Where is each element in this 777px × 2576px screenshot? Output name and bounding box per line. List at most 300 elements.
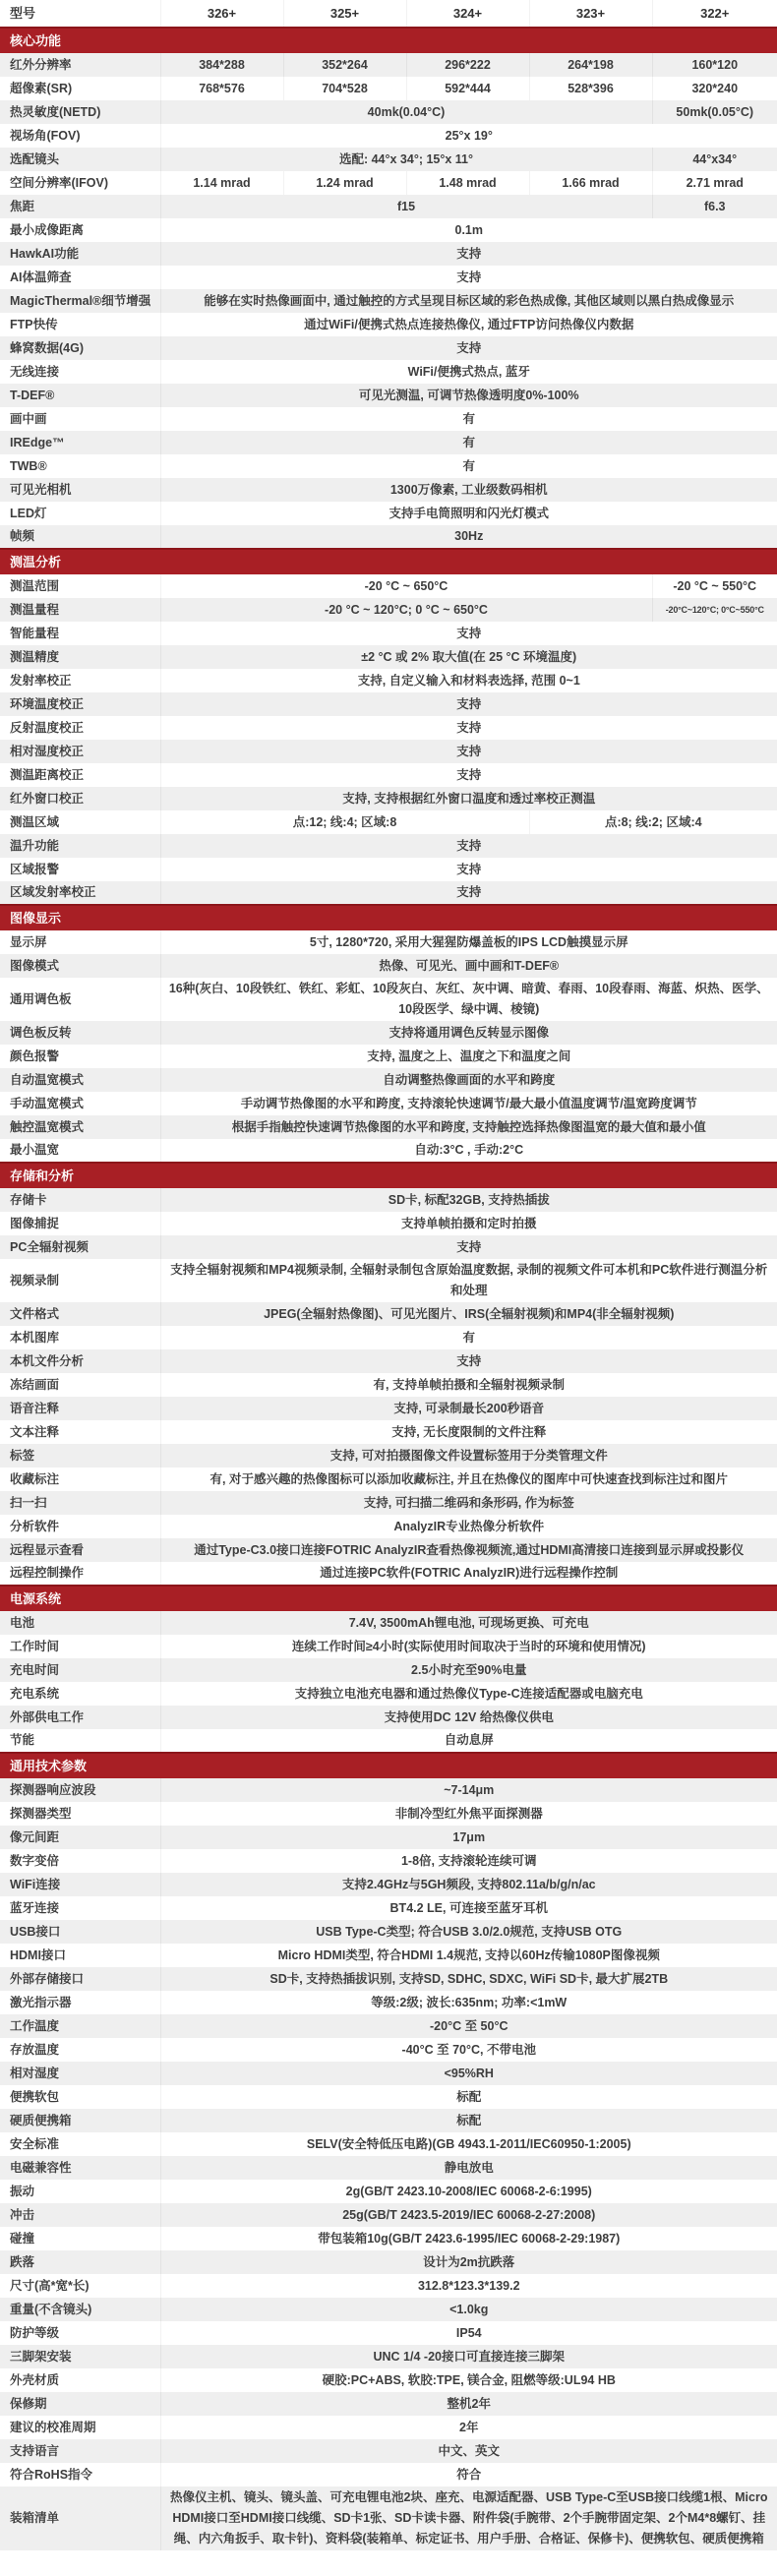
spec-value: SELV(安全特低压电路)(GB 4943.1-2011/IEC60950-1:2005) xyxy=(306,2136,631,2151)
spec-row xyxy=(0,2345,777,2368)
spec-value: 支持 xyxy=(456,885,482,899)
table-header xyxy=(0,0,777,28)
section-title: 核心功能 xyxy=(0,28,777,53)
spec-value: 2.71 mrad xyxy=(686,175,744,190)
spec-value: 带包装箱10g(GB/T 2423.6-1995/IEC 60068-2-29:1987) xyxy=(318,2231,621,2246)
spec-value: 设计为2m抗跌落 xyxy=(423,2254,515,2269)
spec-label: PC全辐射视频 xyxy=(0,1235,160,1259)
spec-value: 支持 xyxy=(456,862,482,876)
spec-row xyxy=(0,858,777,881)
spec-value: -20 °C ~ 120°C; 0 °C ~ 650°C xyxy=(160,598,652,622)
spec-value: 17μm xyxy=(452,1829,486,1844)
spec-label: 安全标准 xyxy=(0,2132,160,2156)
spec-value: 312.8*123.3*139.2 xyxy=(417,2278,520,2293)
spec-row xyxy=(0,2321,777,2345)
spec-row xyxy=(0,598,777,622)
spec-value: 25°x 19° xyxy=(445,128,493,143)
spec-value: 支持, 可录制最长200秒语音 xyxy=(393,1401,545,1415)
spec-label: 图像模式 xyxy=(0,954,160,978)
spec-value: 支持, 支持根据红外窗口温度和透过率校正测温 xyxy=(342,791,596,806)
spec-row xyxy=(0,2368,777,2392)
spec-label: 节能 xyxy=(0,1729,160,1753)
spec-row xyxy=(0,1326,777,1349)
spec-label: 空间分辨率(IFOV) xyxy=(0,171,160,195)
spec-row xyxy=(0,1635,777,1658)
spec-row xyxy=(0,1259,777,1302)
spec-label: 碰撞 xyxy=(0,2227,160,2250)
spec-row xyxy=(0,1491,777,1515)
spec-label: 图像捕捉 xyxy=(0,1212,160,1235)
spec-value: ±2 °C 或 2% 取大值(在 25 °C 环境温度) xyxy=(361,649,577,664)
spec-value: SD卡, 标配32GB, 支持热插拔 xyxy=(388,1192,550,1207)
spec-row xyxy=(0,1896,777,1920)
spec-value: 标配 xyxy=(456,2113,482,2127)
model-column-header: 325+ xyxy=(283,0,406,28)
spec-row xyxy=(0,1092,777,1115)
spec-label: 激光指示器 xyxy=(0,1991,160,2014)
spec-row xyxy=(0,1778,777,1802)
spec-value: 中文、英文 xyxy=(438,2443,500,2458)
spec-label: 冻结画面 xyxy=(0,1373,160,1397)
spec-row xyxy=(0,195,777,218)
spec-value: 有 xyxy=(462,435,475,449)
spec-label: 超像素(SR) xyxy=(0,77,160,100)
spec-row xyxy=(0,431,777,454)
section-header-row xyxy=(0,905,777,930)
spec-value: 160*120 xyxy=(691,57,739,72)
spec-label: 无线连接 xyxy=(0,360,160,384)
spec-label: 充电时间 xyxy=(0,1658,160,1682)
section-title: 电源系统 xyxy=(0,1586,777,1611)
spec-row xyxy=(0,148,777,171)
spec-label: 蓝牙连接 xyxy=(0,1896,160,1920)
spec-value: 支持 xyxy=(456,744,482,758)
spec-label: 电磁兼容性 xyxy=(0,2156,160,2180)
spec-value: 自动调整热像画面的水平和跨度 xyxy=(383,1072,556,1087)
spec-label: 扫一扫 xyxy=(0,1491,160,1515)
spec-label: 本机图库 xyxy=(0,1326,160,1349)
spec-row xyxy=(0,1397,777,1420)
section-header-row xyxy=(0,1586,777,1611)
spec-label: AI体温筛查 xyxy=(0,266,160,289)
spec-label: 触控温宽模式 xyxy=(0,1115,160,1139)
spec-row xyxy=(0,1802,777,1826)
spec-label: 探测器类型 xyxy=(0,1802,160,1826)
spec-row xyxy=(0,2250,777,2274)
spec-row xyxy=(0,1115,777,1139)
spec-label: 跌落 xyxy=(0,2250,160,2274)
spec-row xyxy=(0,692,777,716)
spec-label: 尺寸(高*宽*长) xyxy=(0,2274,160,2298)
spec-row xyxy=(0,1538,777,1562)
spec-row xyxy=(0,502,777,525)
spec-value: JPEG(全辐射热像图)、可见光图片、IRS(全辐射视频)和MP4(非全辐射视频) xyxy=(264,1306,675,1321)
spec-row xyxy=(0,1349,777,1373)
spec-row xyxy=(0,2392,777,2416)
spec-label: 反射温度校正 xyxy=(0,716,160,740)
spec-row xyxy=(0,2085,777,2109)
spec-value: 根据手指触控快速调节热像图的水平和跨度, 支持触控选择热像图温宽的最大值和最小值 xyxy=(231,1119,706,1134)
spec-value: 支持使用DC 12V 给热像仪供电 xyxy=(384,1709,554,1724)
spec-value: 50mk(0.05°C) xyxy=(676,104,754,119)
spec-row xyxy=(0,1944,777,1967)
spec-value: 通过连接PC软件(FOTRIC AnalyzIR)进行远程操作控制 xyxy=(320,1566,619,1580)
spec-value: SD卡, 支持热插拔识别, 支持SD, SDHC, SDXC, WiFi SD卡, 最大扩展2TB xyxy=(269,1971,669,1986)
spec-label: 发射率校正 xyxy=(0,669,160,692)
spec-label: 存储卡 xyxy=(0,1188,160,1212)
spec-value: 44°x34° xyxy=(692,151,738,166)
spec-row xyxy=(0,2416,777,2439)
spec-value: 支持 xyxy=(456,246,482,261)
spec-label: LED灯 xyxy=(0,502,160,525)
spec-row xyxy=(0,2203,777,2227)
spec-label: 工作时间 xyxy=(0,1635,160,1658)
spec-value: 支持手电筒照明和闪光灯模式 xyxy=(388,506,549,520)
spec-value: 支持全辐射视频和MP4视频录制, 全辐射录制包含原始温度数据, 录制的视频文件可本机和PC软件进行测温分析和处理 xyxy=(170,1263,768,1297)
spec-value: 点:12; 线:4; 区域:8 xyxy=(160,810,529,834)
spec-value: 非制冷型红外焦平面探测器 xyxy=(394,1806,543,1821)
spec-row xyxy=(0,954,777,978)
spec-label: WiFi连接 xyxy=(0,1873,160,1896)
spec-value: 30Hz xyxy=(454,529,484,543)
spec-value: -20°C 至 50°C xyxy=(430,2018,508,2033)
spec-row xyxy=(0,1420,777,1444)
spec-value: 支持 xyxy=(456,767,482,782)
spec-label: 本机文件分析 xyxy=(0,1349,160,1373)
spec-value: IP54 xyxy=(455,2325,482,2340)
spec-row xyxy=(0,1444,777,1468)
section-header-row xyxy=(0,28,777,53)
spec-value: UNC 1/4 -20接口可直接连接三脚架 xyxy=(373,2349,565,2364)
spec-row xyxy=(0,1611,777,1635)
spec-row xyxy=(0,218,777,242)
spec-value: 支持, 无长度限制的文件注释 xyxy=(391,1424,547,1439)
spec-value: Micro HDMI类型, 符合HDMI 1.4规范, 支持以60Hz传输1080P图像视频 xyxy=(277,1947,660,1962)
spec-label: HawkAI功能 xyxy=(0,242,160,266)
section-title: 图像显示 xyxy=(0,905,777,930)
spec-label: 冲击 xyxy=(0,2203,160,2227)
spec-row xyxy=(0,574,777,598)
spec-value: 静电放电 xyxy=(444,2160,494,2175)
spec-value: -20 °C ~ 650°C xyxy=(160,574,652,598)
spec-value: WiFi/便携式热点, 蓝牙 xyxy=(407,364,530,379)
spec-label: 测温距离校正 xyxy=(0,763,160,787)
spec-value: 支持 xyxy=(456,1239,482,1254)
spec-label: 便携软包 xyxy=(0,2085,160,2109)
spec-label: 测温区域 xyxy=(0,810,160,834)
spec-row xyxy=(0,1302,777,1326)
spec-value: 支持2.4GHz与5GH频段, 支持802.11a/b/g/n/ac xyxy=(341,1877,596,1891)
section-title: 测温分析 xyxy=(0,549,777,574)
spec-label: 像元间距 xyxy=(0,1826,160,1849)
spec-value: <1.0kg xyxy=(449,2302,489,2316)
spec-label: 红外分辨率 xyxy=(0,53,160,77)
spec-row xyxy=(0,2227,777,2250)
spec-row xyxy=(0,1212,777,1235)
spec-value: ~7-14μm xyxy=(444,1782,495,1797)
spec-row xyxy=(0,53,777,77)
spec-value: 选配: 44°x 34°; 15°x 11° xyxy=(160,148,652,171)
spec-value: BT4.2 LE, 可连接至蓝牙耳机 xyxy=(389,1900,548,1915)
spec-value: f6.3 xyxy=(703,199,726,213)
spec-value: 支持, 自定义输入和材料表选择, 范围 0~1 xyxy=(357,673,580,688)
spec-value: 支持 xyxy=(456,696,482,711)
spec-label: 测温精度 xyxy=(0,645,160,669)
spec-value: 768*576 xyxy=(160,77,283,100)
spec-label: 重量(不含镜头) xyxy=(0,2298,160,2321)
spec-row xyxy=(0,1562,777,1586)
spec-label: 蜂窝数据(4G) xyxy=(0,336,160,360)
spec-value: -20°C~120°C; 0°C~550°C xyxy=(665,604,764,615)
section-header-row xyxy=(0,1163,777,1188)
spec-label: 选配镜头 xyxy=(0,148,160,171)
spec-label: 相对湿度校正 xyxy=(0,740,160,763)
spec-label: 探测器响应波段 xyxy=(0,1778,160,1802)
spec-label: 标签 xyxy=(0,1444,160,1468)
spec-value: 有 xyxy=(462,458,475,473)
spec-value: 点:8; 线:2; 区域:4 xyxy=(604,814,702,829)
spec-label: HDMI接口 xyxy=(0,1944,160,1967)
spec-label: 环境温度校正 xyxy=(0,692,160,716)
spec-label: 收藏标注 xyxy=(0,1468,160,1491)
spec-value: 支持 xyxy=(456,1353,482,1368)
spec-value: 296*222 xyxy=(406,53,529,77)
spec-row xyxy=(0,1021,777,1045)
spec-row xyxy=(0,834,777,858)
spec-label: 防护等级 xyxy=(0,2321,160,2345)
spec-label: 相对湿度 xyxy=(0,2062,160,2085)
spec-row xyxy=(0,1235,777,1259)
spec-value: 5寸, 1280*720, 采用大猩猩防爆盖板的IPS LCD触摸显示屏 xyxy=(309,934,628,949)
spec-row xyxy=(0,360,777,384)
spec-value: 标配 xyxy=(456,2089,482,2104)
spec-value: 支持 xyxy=(456,720,482,735)
spec-row xyxy=(0,622,777,645)
spec-row xyxy=(0,978,777,1021)
spec-row xyxy=(0,1991,777,2014)
spec-row xyxy=(0,242,777,266)
spec-label: USB接口 xyxy=(0,1920,160,1944)
spec-label: 红外窗口校正 xyxy=(0,787,160,810)
spec-row xyxy=(0,313,777,336)
spec-row xyxy=(0,740,777,763)
spec-label: 远程控制操作 xyxy=(0,1562,160,1586)
spec-value: 支持独立电池充电器和通过热像仪Type-C连接适配器或电脑充电 xyxy=(294,1686,643,1701)
spec-row xyxy=(0,77,777,100)
spec-label: 充电系统 xyxy=(0,1682,160,1706)
spec-value: 1300万像素, 工业级数码相机 xyxy=(389,482,548,497)
spec-label: T-DEF® xyxy=(0,384,160,407)
spec-value: 手动调节热像图的水平和跨度, 支持滚轮快速调节/最大最小值温度调节/温宽跨度调节 xyxy=(240,1096,697,1110)
spec-label: 工作温度 xyxy=(0,2014,160,2038)
spec-row xyxy=(0,407,777,431)
spec-row xyxy=(0,1068,777,1092)
spec-value: 连续工作时间≥4小时(实际使用时间取决于当时的环境和使用情况) xyxy=(291,1639,646,1653)
spec-row xyxy=(0,930,777,954)
spec-label: 电池 xyxy=(0,1611,160,1635)
spec-row xyxy=(0,2014,777,2038)
spec-value: 支持 xyxy=(456,340,482,355)
spec-value: 704*528 xyxy=(283,77,406,100)
spec-label: FTP快传 xyxy=(0,313,160,336)
spec-value: 支持, 可对拍摄图像文件设置标签用于分类管理文件 xyxy=(329,1448,608,1463)
spec-label: 自动温宽模式 xyxy=(0,1068,160,1092)
spec-row xyxy=(0,669,777,692)
spec-label: 支持语言 xyxy=(0,2439,160,2463)
spec-value: 自动息屏 xyxy=(444,1733,494,1747)
spec-value: 1-8倍, 支持滚轮连续可调 xyxy=(400,1853,537,1868)
model-label-header: 型号 xyxy=(0,0,160,28)
spec-label: 画中画 xyxy=(0,407,160,431)
spec-label: 通用调色板 xyxy=(0,978,160,1021)
spec-value: 整机2年 xyxy=(447,2396,491,2411)
spec-row xyxy=(0,525,777,549)
spec-value: 25g(GB/T 2423.5-2019/IEC 60068-2-27:2008) xyxy=(342,2207,596,2222)
spec-value: 能够在实时热像画面中, 通过触控的方式呈现目标区域的彩色热成像, 其他区域则以黑白热成像显示 xyxy=(204,293,735,308)
spec-value: 热像、可见光、画中画和T-DEF® xyxy=(379,958,560,973)
spec-label: 建议的校准周期 xyxy=(0,2416,160,2439)
spec-row xyxy=(0,336,777,360)
spec-row xyxy=(0,454,777,478)
spec-label: 测温范围 xyxy=(0,574,160,598)
spec-value: 1.48 mrad xyxy=(406,171,529,195)
spec-value: 有 xyxy=(462,1330,475,1345)
spec-row xyxy=(0,1826,777,1849)
spec-label: MagicThermal®细节增强 xyxy=(0,289,160,313)
spec-value: 384*288 xyxy=(160,53,283,77)
spec-label: 区域发射率校正 xyxy=(0,881,160,905)
spec-row xyxy=(0,1468,777,1491)
spec-row xyxy=(0,1139,777,1163)
spec-value: 264*198 xyxy=(529,53,652,77)
spec-row xyxy=(0,1188,777,1212)
spec-value: 2年 xyxy=(459,2420,479,2434)
spec-row xyxy=(0,1849,777,1873)
spec-row xyxy=(0,787,777,810)
spec-value: 40mk(0.04°C) xyxy=(160,100,652,124)
spec-value: 2g(GB/T 2423.10-2008/IEC 60068-2-6:1995) xyxy=(345,2184,592,2198)
spec-row xyxy=(0,810,777,834)
spec-label: 区域报警 xyxy=(0,858,160,881)
spec-row xyxy=(0,1045,777,1068)
spec-value: 320*240 xyxy=(691,81,739,95)
spec-label: 视频录制 xyxy=(0,1259,160,1302)
spec-row xyxy=(0,645,777,669)
spec-value: 支持, 可扫描二维码和条形码, 作为标签 xyxy=(363,1495,574,1510)
spec-label: 装箱清单 xyxy=(0,2486,160,2550)
spec-row xyxy=(0,716,777,740)
spec-row xyxy=(0,289,777,313)
spec-value: 有, 对于感兴趣的热像图标可以添加收藏标注, 并且在热像仪的图库中可快速查找到标注过和图片 xyxy=(209,1471,728,1486)
spec-value: 硬胶:PC+ABS, 软胶:TPE, 镁合金, 阻燃等级:UL94 HB xyxy=(322,2372,616,2387)
spec-value: 符合 xyxy=(456,2467,482,2482)
spec-label: 最小温宽 xyxy=(0,1139,160,1163)
spec-value: 1.24 mrad xyxy=(283,171,406,195)
spec-row xyxy=(0,2486,777,2550)
spec-value: 支持 xyxy=(456,270,482,284)
model-column-header: 323+ xyxy=(529,0,652,28)
spec-label: 颜色报警 xyxy=(0,1045,160,1068)
spec-label: 文件格式 xyxy=(0,1302,160,1326)
section-header-row xyxy=(0,1753,777,1778)
spec-value: 352*264 xyxy=(283,53,406,77)
spec-label: IREdge™ xyxy=(0,431,160,454)
spec-label: 三脚架安装 xyxy=(0,2345,160,2368)
spec-value: 通过WiFi/便携式热点连接热像仪, 通过FTP访问热像仪内数据 xyxy=(304,317,634,331)
spec-row xyxy=(0,1706,777,1729)
spec-value: 7.4V, 3500mAh锂电池, 可现场更换、可充电 xyxy=(348,1615,589,1630)
spec-label: 存放温度 xyxy=(0,2038,160,2062)
spec-row xyxy=(0,1873,777,1896)
spec-row xyxy=(0,2038,777,2062)
spec-value: 可见光测温, 可调节热像透明度0%-100% xyxy=(358,388,579,402)
spec-value: 热像仪主机、镜头、镜头盖、可充电锂电池2块、座充、电源适配器、USB Type-C至USB接口线缆1根、Micro HDMI接口至HDMI接口线缆、SD卡1张、SD卡读卡器、附件袋(手腕带、2个手腕带固定架、2个M4*8螺钉、挂绳、内六角扳手、取卡针)、资料袋(装箱单、标定证书、用户手册、合格证、保修卡)、便携软包、硬质便携箱 xyxy=(170,2490,768,2546)
spec-row xyxy=(0,2109,777,2132)
table-body xyxy=(0,28,777,2550)
spec-label: 热灵敏度(NETD) xyxy=(0,100,160,124)
spec-label: 数字变倍 xyxy=(0,1849,160,1873)
spec-label: 最小成像距离 xyxy=(0,218,160,242)
spec-value: 1.66 mrad xyxy=(529,171,652,195)
section-header-row xyxy=(0,549,777,574)
spec-row xyxy=(0,124,777,148)
spec-value: 有 xyxy=(462,411,475,426)
spec-row xyxy=(0,1729,777,1753)
spec-label: 语音注释 xyxy=(0,1397,160,1420)
spec-row xyxy=(0,1515,777,1538)
spec-label: 符合RoHS指令 xyxy=(0,2463,160,2486)
spec-row xyxy=(0,1658,777,1682)
spec-value: 2.5小时充至90%电量 xyxy=(411,1662,527,1677)
spec-label: 振动 xyxy=(0,2180,160,2203)
spec-label: TWB® xyxy=(0,454,160,478)
spec-value: 通过Type-C3.0接口连接FOTRIC AnalyzIR查看热像视频流,通过HDMI高清接口连接到显示屏或投影仪 xyxy=(194,1542,745,1557)
spec-value: 0.1m xyxy=(454,222,483,237)
spec-value: <95%RH xyxy=(444,2066,494,2080)
spec-value: 支持将通用调色反转显示图像 xyxy=(388,1025,549,1040)
spec-label: 文本注释 xyxy=(0,1420,160,1444)
spec-value: 自动:3°C , 手动:2°C xyxy=(414,1143,524,1157)
spec-value: 16种(灰白、10段铁红、铁红、彩虹、10段灰白、灰红、灰中调、暗黄、春雨、10段春雨、海蓝、炽热、医学、10段医学、绿中调、棱镜) xyxy=(168,982,769,1016)
spec-row xyxy=(0,2132,777,2156)
spec-row xyxy=(0,100,777,124)
spec-value: 592*444 xyxy=(406,77,529,100)
spec-value: USB Type-C类型; 符合USB 3.0/2.0规范, 支持USB OTG xyxy=(316,1924,623,1939)
spec-row xyxy=(0,171,777,195)
spec-value: 支持, 温度之上、温度之下和温度之间 xyxy=(367,1048,571,1063)
spec-value: -20 °C ~ 550°C xyxy=(673,578,757,593)
spec-value: -40°C 至 70°C, 不带电池 xyxy=(401,2042,536,2057)
spec-value: 1.14 mrad xyxy=(160,171,283,195)
spec-label: 智能量程 xyxy=(0,622,160,645)
spec-label: 保修期 xyxy=(0,2392,160,2416)
spec-label: 调色板反转 xyxy=(0,1021,160,1045)
spec-row xyxy=(0,1920,777,1944)
spec-row xyxy=(0,881,777,905)
spec-row xyxy=(0,1373,777,1397)
spec-value: 支持 xyxy=(456,626,482,640)
spec-row xyxy=(0,763,777,787)
spec-label: 可见光相机 xyxy=(0,478,160,502)
model-column-header: 324+ xyxy=(406,0,529,28)
spec-value: AnalyzIR专业热像分析软件 xyxy=(393,1519,545,1533)
spec-row xyxy=(0,2062,777,2085)
spec-row xyxy=(0,2180,777,2203)
model-column-header: 326+ xyxy=(160,0,283,28)
spec-value: 支持 xyxy=(456,838,482,853)
spec-value: 528*396 xyxy=(529,77,652,100)
spec-row xyxy=(0,384,777,407)
